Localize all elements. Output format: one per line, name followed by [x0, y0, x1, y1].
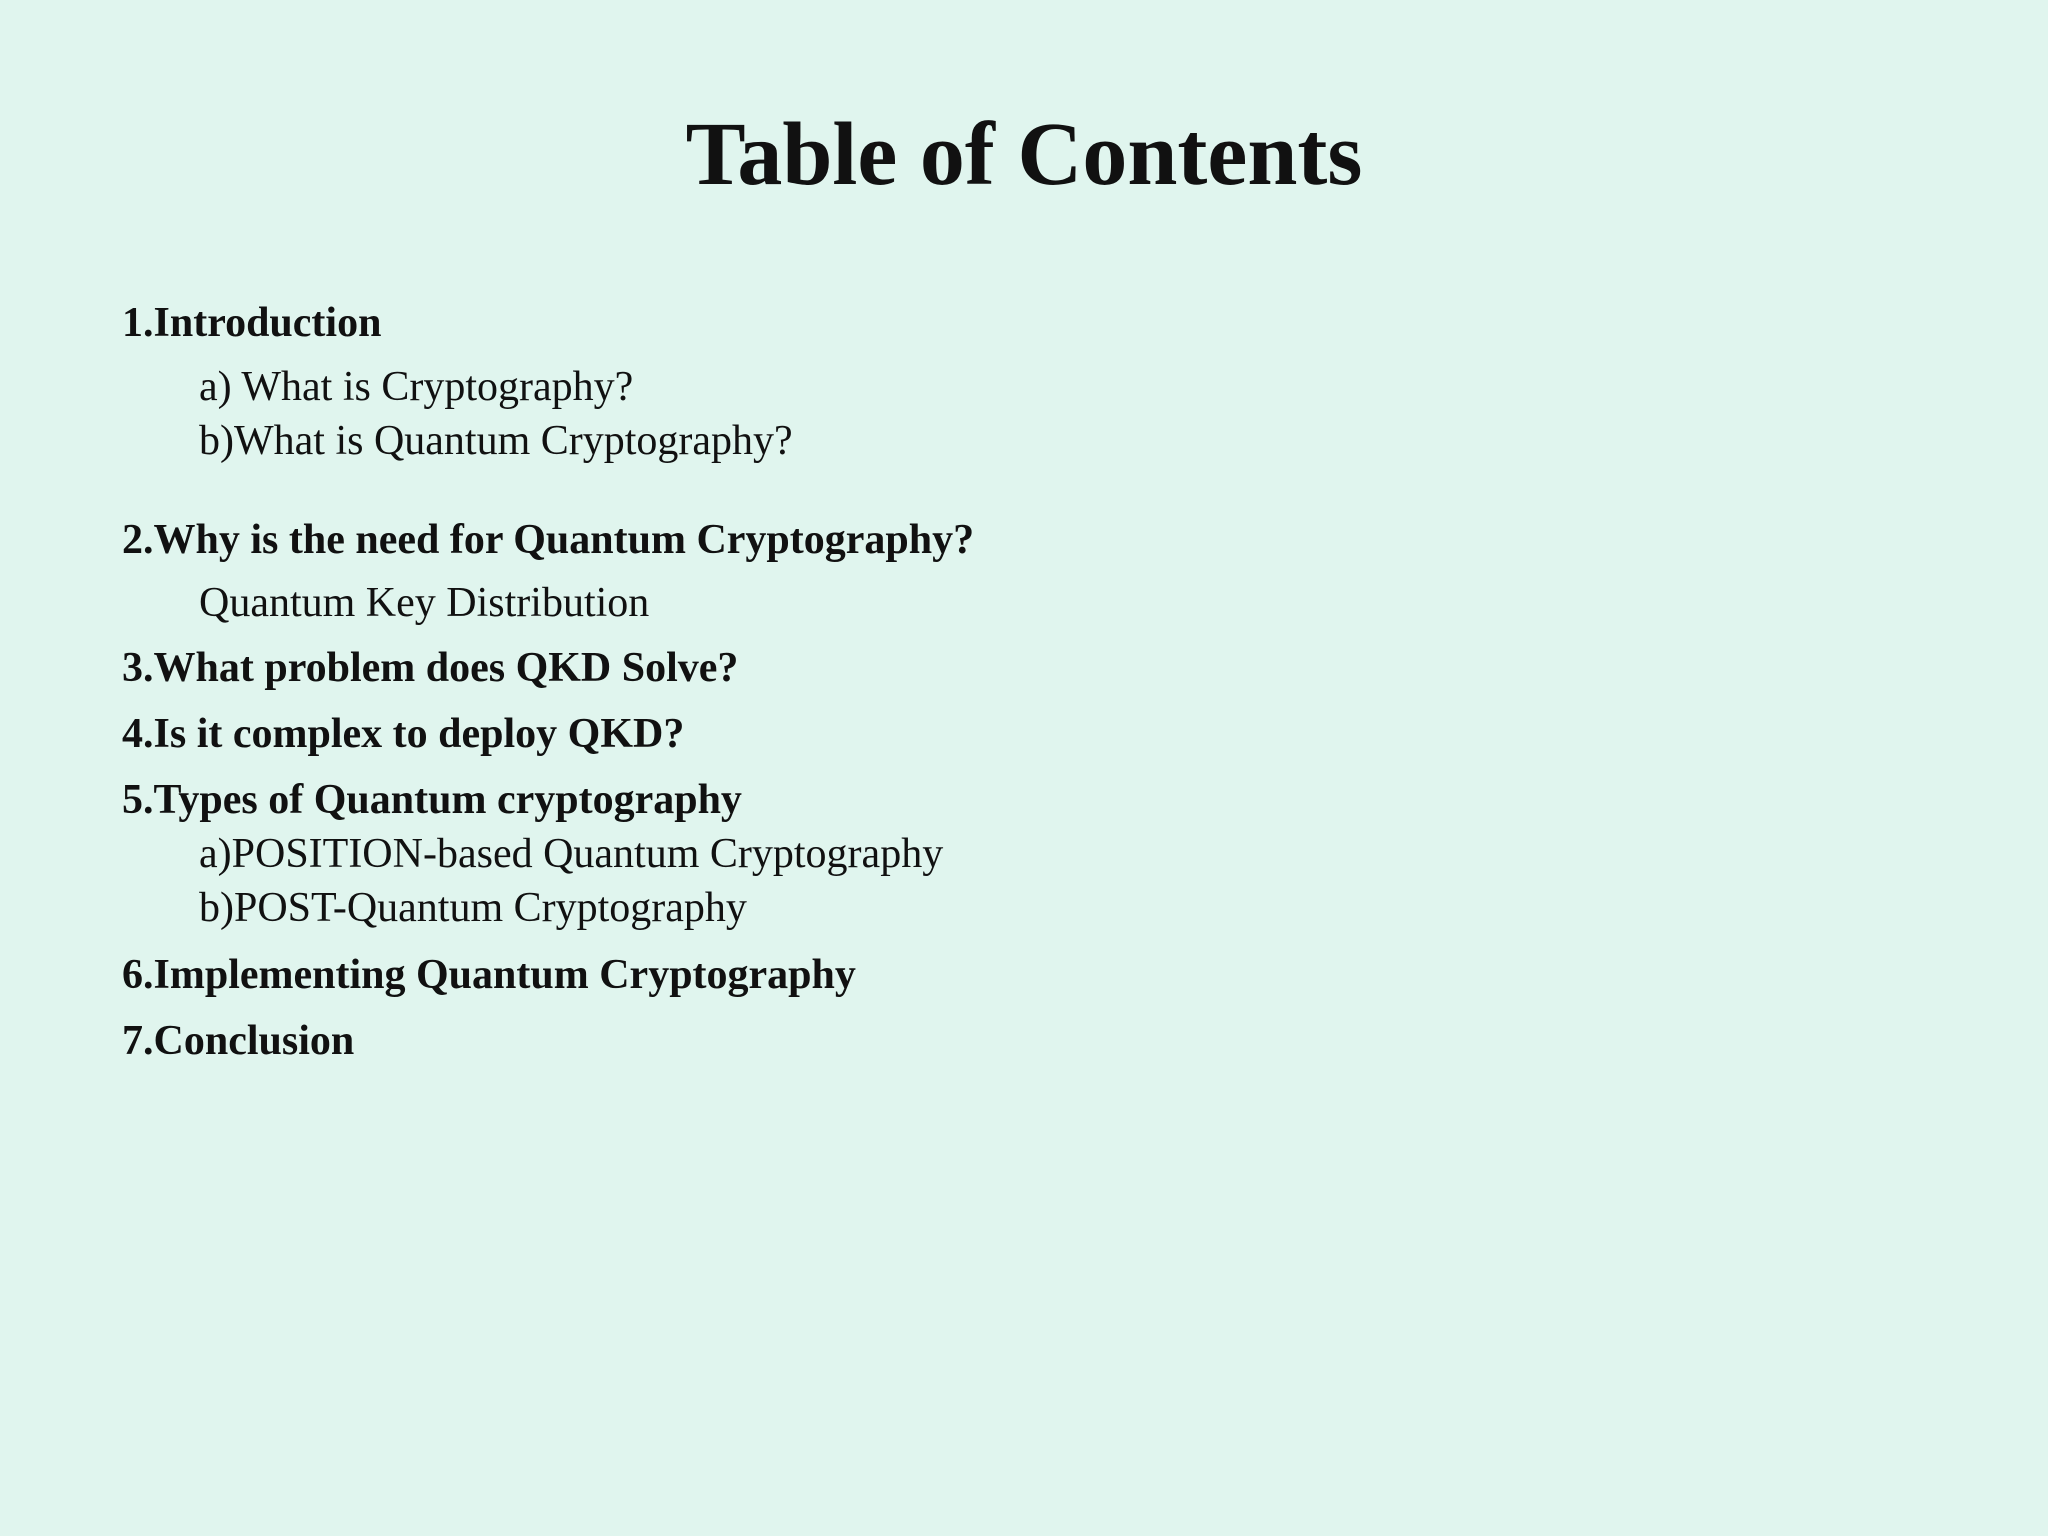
toc-item-qkd-problem: 3.What problem does QKD Solve?	[122, 645, 739, 691]
slide-title: Table of Contents	[685, 105, 1363, 204]
toc-item-conclusion: 7.Conclusion	[122, 1018, 355, 1064]
toc-item-implementing: 6.Implementing Quantum Cryptography	[122, 952, 856, 998]
toc-item-need-for-quantum-cryptography: 2.Why is the need for Quantum Cryptography?	[122, 517, 975, 563]
toc-item-introduction: 1.Introduction	[122, 300, 382, 346]
toc-item-types-of-quantum-cryptography: 5.Types of Quantum cryptography	[122, 777, 742, 823]
toc-subitem-quantum-key-distribution: Quantum Key Distribution	[199, 580, 650, 626]
toc-item-deploy-qkd: 4.Is it complex to deploy QKD?	[122, 711, 685, 757]
toc-subitem-what-is-cryptography: a) What is Cryptography?	[199, 364, 634, 410]
toc-subitem-position-based: a)POSITION-based Quantum Cryptography	[199, 831, 944, 877]
toc-subitem-post-quantum: b)POST-Quantum Cryptography	[199, 885, 747, 931]
toc-subitem-what-is-quantum-cryptography: b)What is Quantum Cryptography?	[199, 418, 793, 464]
